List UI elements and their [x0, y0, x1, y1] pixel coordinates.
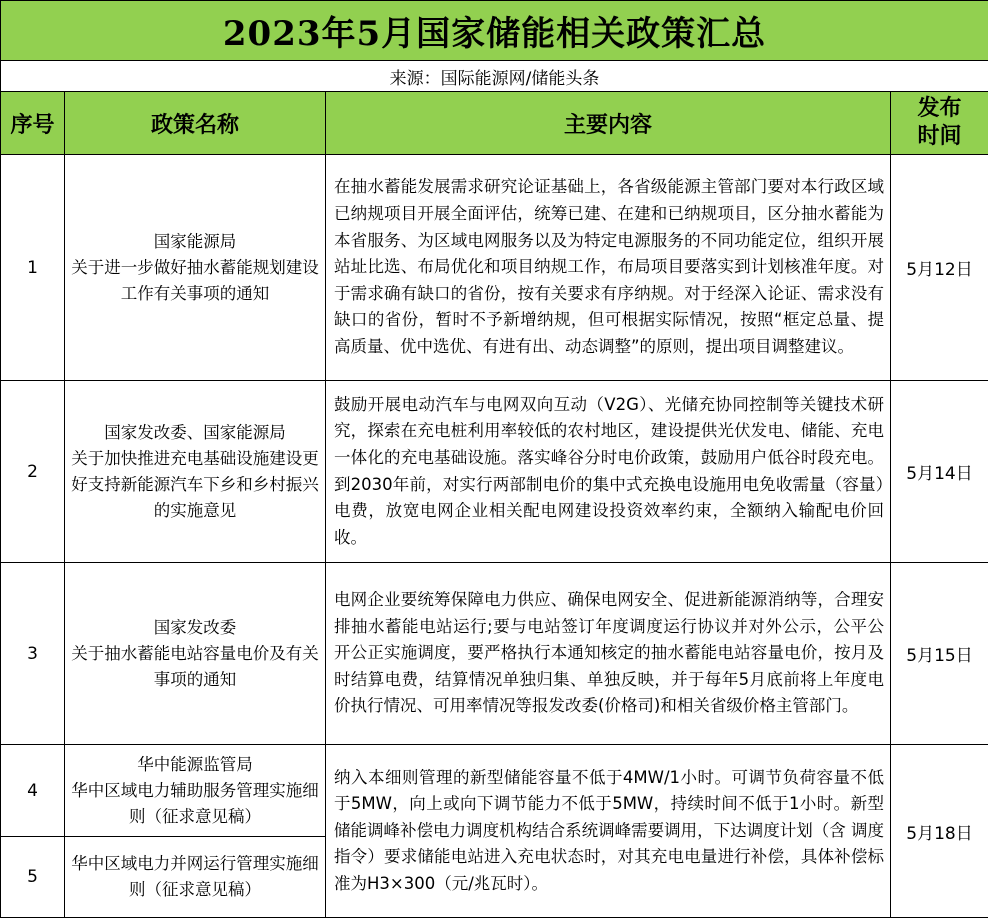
policy-issuer: 国家能源局: [71, 229, 319, 255]
policy-name-cell: [65, 745, 326, 837]
header-name: 政策名称: [65, 92, 326, 155]
table-row: [1, 563, 988, 745]
table-row: [1, 381, 988, 563]
header-seq: 序号: [1, 92, 65, 155]
row-seq: 4: [1, 745, 65, 837]
table-row: [1, 155, 988, 381]
policy-content: 在抽水蓄能发展需求研究论证基础上，各省级能源主管部门要对本行政区域已纳规项目开展全面评估，统筹已建、在建和已纳规项目，区分抽水蓄能为本省服务、为区域电网服务以及为特定电源服务的不同功能定位，组织开展站址比选、布局优化和项目纳规工作，布局项目要落实到计划核准年度。对于需求确有缺口的省份，按有关要求有序纳规。对于经深入论证、需求没有缺口的省份，暂时不予新增纳规，但可根据实际情况，按照“框定总量、提高质量、优中选优、有进有出、动态调整”的原则，提出项目调整建议。: [326, 155, 891, 381]
table-row: [1, 745, 988, 837]
policy-name-cell: [65, 837, 326, 918]
policy-issuer: 国家发改委、国家能源局: [71, 420, 319, 446]
policy-date: 5月12日: [891, 155, 988, 381]
source-line: 来源：国际能源网/储能头条: [1, 61, 988, 92]
policy-title: 关于抽水蓄能电站容量电价及有关事项的通知: [71, 641, 319, 693]
header-date-line2: 时间: [891, 123, 988, 151]
header-content: 主要内容: [326, 92, 891, 155]
policy-title: 关于进一步做好抽水蓄能规划建设工作有关事项的通知: [71, 255, 319, 307]
header-date-line1: 发布: [891, 95, 988, 123]
header-row: [1, 92, 988, 155]
page-title: 2023年5月国家储能相关政策汇总: [1, 1, 988, 61]
policy-issuer: 华中能源监管局: [71, 752, 319, 778]
policy-issuer: 国家发改委: [71, 615, 319, 641]
policy-title: 华中区域电力辅助服务管理实施细则（征求意见稿）: [71, 778, 319, 830]
policy-date: 5月14日: [891, 381, 988, 563]
row-seq: 1: [1, 155, 65, 381]
policy-name-cell: [65, 381, 326, 563]
header-date: [891, 92, 988, 155]
policy-name-cell: [65, 155, 326, 381]
policy-content: 纳入本细则管理的新型储能容量不低于4MW/1小时。可调节负荷容量不低于5MW，向上或向下调节能力不低于5MW，持续时间不低于1小时。新型储能调峰补偿电力调度机构结合系统调峰需要调用，下达调度计划（含 调度指令）要求储能电站进入充电状态时，对其充电电量进行补偿，具体补偿标准为H3×300（元/兆瓦时）。: [326, 745, 891, 918]
policy-content: 电网企业要统筹保障电力供应、确保电网安全、促进新能源消纳等，合理安排抽水蓄能电站运行;要与电站签订年度调度运行协议并对外公示，公平公开公正实施调度，要严格执行本通知核定的抽水蓄能电站容量电价，按月及时结算电费，结算情况单独归集、单独反映，并于每年5月底前将上年度电价执行情况、可用率情况等报发改委(价格司)和相关省级价格主管部门。: [326, 563, 891, 745]
policy-content: 鼓励开展电动汽车与电网双向互动（V2G）、光储充协同控制等关键技术研究，探索在充电桩利用率较低的农村地区，建设提供光伏发电、储能、充电一体化的充电基础设施。落实峰谷分时电价政策，鼓励用户低谷时段充电。到2030年前，对实行两部制电价的集中式充换电设施用电免收需量（容量）电费，放宽电网企业相关配电网建设投资效率约束，全额纳入输配电价回收。: [326, 381, 891, 563]
row-seq: 2: [1, 381, 65, 563]
policy-date: 5月18日: [891, 745, 988, 918]
row-seq: 3: [1, 563, 65, 745]
row-seq: 5: [1, 837, 65, 918]
policy-title: 华中区域电力并网运行管理实施细则（征求意见稿）: [71, 851, 319, 903]
policy-name-cell: [65, 563, 326, 745]
policy-date: 5月15日: [891, 563, 988, 745]
policy-title: 关于加快推进充电基础设施建设更好支持新能源汽车下乡和乡村振兴的实施意见: [71, 446, 319, 524]
